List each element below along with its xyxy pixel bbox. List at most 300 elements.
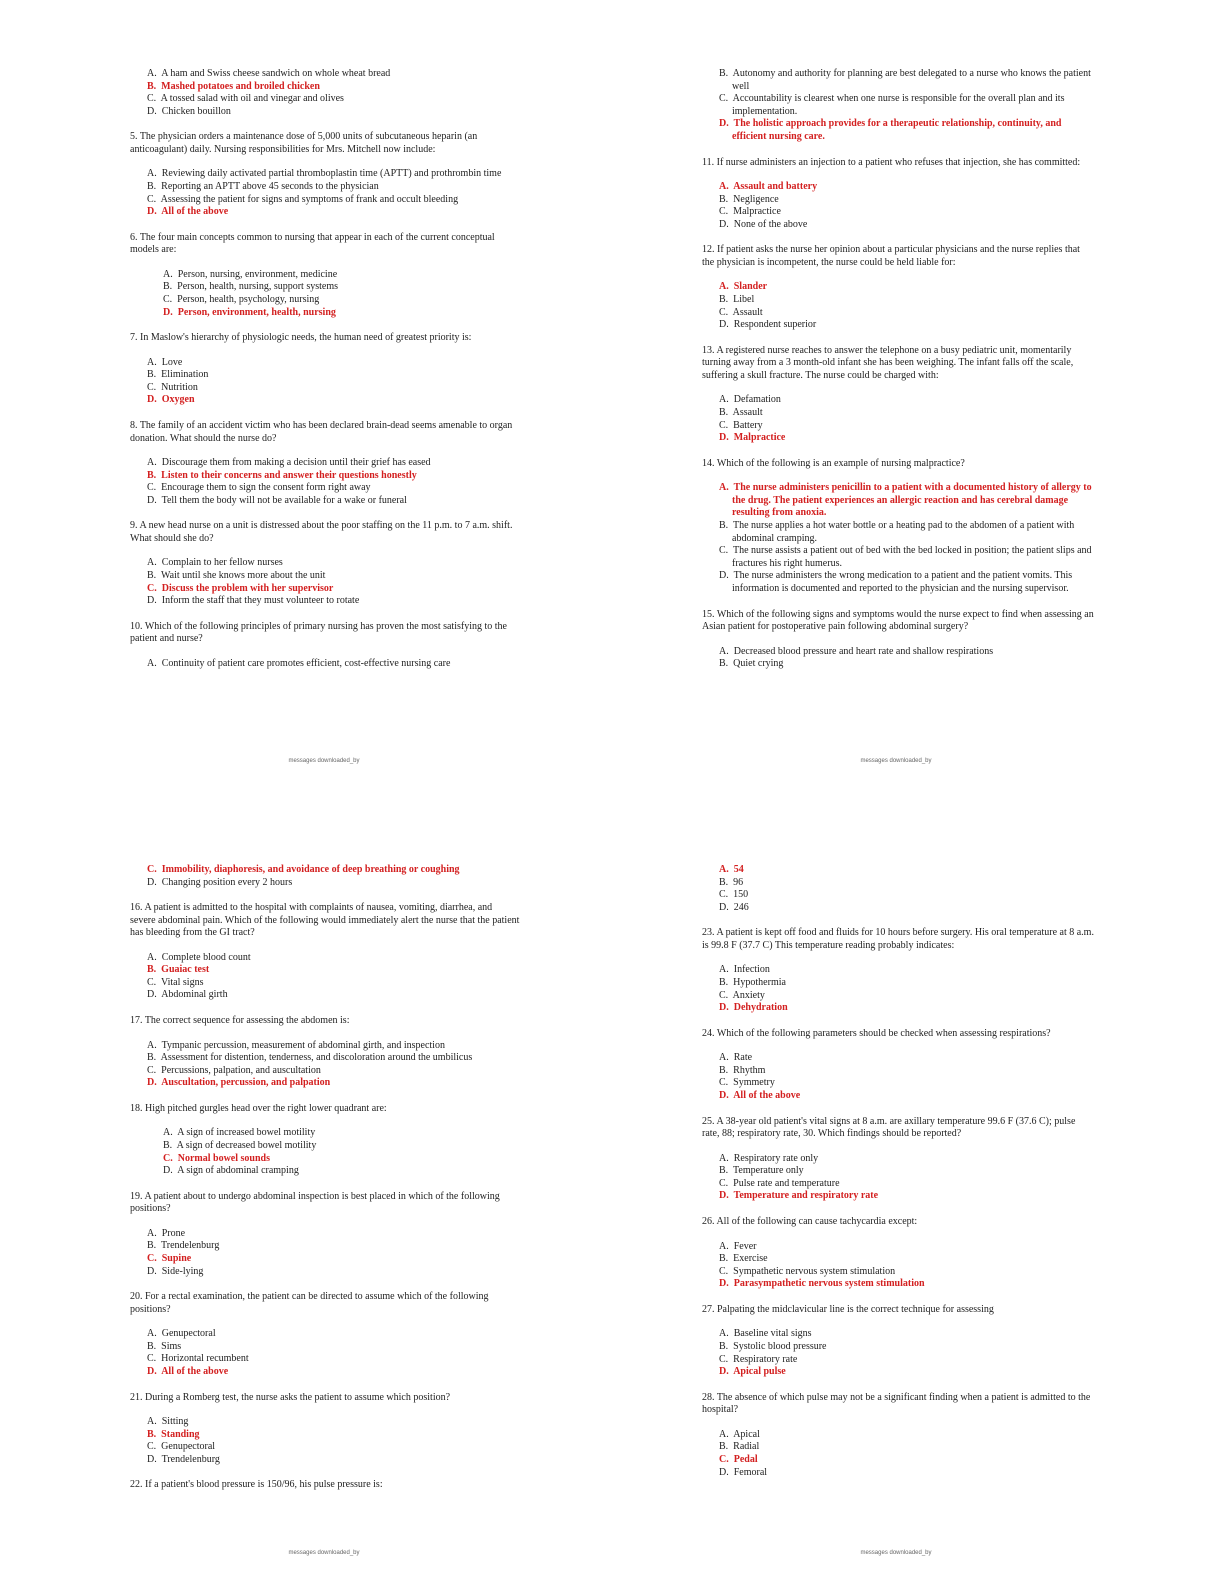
question-text: 25. A 38-year old patient's vital signs at 8 a.m. are axillary temperature 99.6 F (37.6 C); pulse rate, 88; respiratory rate, 30. Which findings should be reported? xyxy=(702,1115,1076,1140)
answer-option xyxy=(130,570,520,583)
option-text: Sitting xyxy=(161,1416,189,1428)
option-text: Genupectoral xyxy=(161,1441,216,1453)
option-text: Nutrition xyxy=(161,381,198,393)
correct-answer-option xyxy=(702,1366,1094,1379)
option-text: A ham and Swiss cheese sandwich on whole wheat bread xyxy=(161,68,391,79)
option-text: Radial xyxy=(733,1441,760,1453)
option-text: Supine xyxy=(161,1253,192,1264)
question-block xyxy=(702,157,1094,232)
answer-option xyxy=(130,1353,520,1366)
answer-option xyxy=(702,1354,1094,1367)
option-text: Love xyxy=(161,356,183,368)
question-block xyxy=(130,131,520,218)
option-label: A. xyxy=(719,281,729,293)
option-label: D. xyxy=(147,595,157,607)
answer-option xyxy=(702,1065,1094,1078)
page-3-column xyxy=(130,864,520,1505)
answer-options xyxy=(702,281,1094,331)
question-text: 24. Which of the following parameters should be checked when assessing respirations? xyxy=(702,1027,1051,1039)
question-block xyxy=(702,458,1094,596)
option-label: D. xyxy=(719,218,729,230)
option-text: Discourage them from making a decision until their grief has eased xyxy=(161,457,431,468)
option-text: Assault and battery xyxy=(733,181,818,193)
option-label: A. xyxy=(719,1152,729,1164)
option-text: Trendelenburg xyxy=(161,1240,220,1252)
page-footer: messages downloaded_by xyxy=(860,758,932,764)
answer-option xyxy=(130,194,520,207)
answer-option xyxy=(130,658,520,671)
option-label: C. xyxy=(719,545,729,557)
option-text: A sign of increased bowel motility xyxy=(177,1127,316,1139)
correct-answer-option xyxy=(130,1153,520,1166)
answer-option xyxy=(702,294,1094,307)
option-label: C. xyxy=(147,864,157,875)
correct-answer-option xyxy=(702,1190,1094,1203)
option-label: A. xyxy=(163,1127,173,1139)
option-label: D. xyxy=(147,494,157,506)
option-label: A. xyxy=(719,1328,729,1340)
correct-answer-option xyxy=(702,181,1094,194)
question-block xyxy=(702,1028,1094,1103)
question-text: 14. Which of the following is an example of nursing malpractice? xyxy=(702,457,965,469)
correct-answer-option xyxy=(702,1090,1094,1103)
option-text: Discuss the problem with her supervisor xyxy=(161,582,334,594)
question-text: 7. In Maslow's hierarchy of physiologic needs, the human need of greatest priority is: xyxy=(130,332,472,344)
correct-answer-option xyxy=(702,1278,1094,1291)
correct-answer-option xyxy=(702,432,1094,445)
option-text: Tympanic percussion, measurement of abdominal girth, and inspection xyxy=(161,1039,445,1051)
question-text: 12. If patient asks the nurse her opinion about a particular physicians and the nurse replies that the physician is incompetent, the nurse could be held liable for: xyxy=(702,244,1080,268)
option-label: B. xyxy=(719,976,729,988)
question-text: 10. Which of the following principles of primary nursing has proven the most satisfying to the patient and nurse? xyxy=(130,620,507,645)
question-block xyxy=(702,345,1094,445)
answer-option xyxy=(702,407,1094,420)
answer-option xyxy=(130,294,520,307)
question-block xyxy=(130,68,520,118)
option-text: Respondent superior xyxy=(733,319,817,331)
question-text: 19. A patient about to undergo abdominal inspection is best placed in which of the following positions? xyxy=(130,1190,500,1215)
option-text: Assault xyxy=(732,406,763,418)
option-label: C. xyxy=(719,306,729,318)
option-label: A. xyxy=(147,1227,157,1239)
option-text: Pulse rate and temperature xyxy=(733,1177,840,1189)
question-block xyxy=(130,1392,520,1467)
option-label: A. xyxy=(719,1428,729,1440)
option-text: Respiratory rate only xyxy=(733,1152,819,1164)
question-text: 5. The physician orders a maintenance dose of 5,000 units of subcutaneous heparin (an anticoagulant) daily. Nursing responsibilities for Mrs. Mitchell now include: xyxy=(130,131,478,155)
option-text: Reporting an APTT above 45 seconds to the physician xyxy=(161,180,379,192)
option-label: B. xyxy=(147,964,157,976)
answer-options xyxy=(130,952,520,1002)
option-text: Anxiety xyxy=(732,989,765,1001)
question-block xyxy=(130,902,520,1002)
option-label: B. xyxy=(719,294,729,306)
option-label: D. xyxy=(719,901,729,913)
option-label: A. xyxy=(719,1240,729,1252)
option-label: B. xyxy=(719,68,729,79)
answer-options xyxy=(702,1429,1094,1479)
option-text: Malpractice xyxy=(733,432,786,444)
option-label: C. xyxy=(147,193,157,205)
page-footer: messages downloaded_by xyxy=(860,1550,932,1556)
answer-option xyxy=(702,1441,1094,1454)
question-text: 17. The correct sequence for assessing the abdomen is: xyxy=(130,1015,350,1027)
answer-option xyxy=(702,219,1094,232)
answer-option xyxy=(130,482,520,495)
option-text: Malpractice xyxy=(733,206,781,218)
option-label: C. xyxy=(147,1253,157,1264)
option-label: A. xyxy=(719,645,729,657)
question-block xyxy=(702,1116,1094,1203)
option-text: Fever xyxy=(733,1240,757,1252)
option-label: B. xyxy=(719,519,729,531)
option-text: Pedal xyxy=(733,1453,758,1465)
answer-option xyxy=(702,658,1094,671)
option-text: None of the above xyxy=(733,218,808,230)
answer-options xyxy=(130,269,520,319)
option-text: Immobility, diaphoresis, and avoidance of deep breathing or coughing xyxy=(161,864,460,875)
option-text: Trendelenburg xyxy=(161,1453,220,1465)
answer-option xyxy=(130,357,520,370)
answer-option xyxy=(130,495,520,508)
option-label: D. xyxy=(719,1466,729,1478)
option-text: Quiet crying xyxy=(733,658,784,670)
option-text: The holistic approach provides for a therapeutic relationship, continuity, and efficient nursing care. xyxy=(732,118,1062,142)
option-text: Apical pulse xyxy=(733,1366,786,1378)
option-label: C. xyxy=(719,989,729,1001)
answer-option xyxy=(702,1341,1094,1354)
option-text: Decreased blood pressure and heart rate and shallow respirations xyxy=(733,645,994,657)
correct-answer-option xyxy=(130,206,520,219)
question-block xyxy=(130,621,520,671)
question-text: 11. If nurse administers an injection to a patient who refuses that injection, she has committed: xyxy=(702,156,1081,168)
option-text: Elimination xyxy=(161,369,209,381)
option-text: Symmetry xyxy=(733,1077,775,1089)
answer-option xyxy=(702,1077,1094,1090)
answer-options xyxy=(702,1328,1094,1378)
answer-option xyxy=(702,394,1094,407)
option-text: 96 xyxy=(733,876,744,888)
option-text: Oxygen xyxy=(161,394,195,406)
answer-option xyxy=(130,369,520,382)
answer-option xyxy=(702,1429,1094,1442)
correct-answer-option xyxy=(130,1429,520,1442)
option-text: Apical xyxy=(733,1428,760,1440)
answer-option xyxy=(702,902,1094,915)
answer-option xyxy=(130,1240,520,1253)
option-text: Hypothermia xyxy=(733,976,786,988)
option-text: Negligence xyxy=(733,193,779,205)
option-label: B. xyxy=(719,658,729,670)
option-label: C. xyxy=(147,1064,157,1076)
option-text: Person, nursing, environment, medicine xyxy=(177,268,338,280)
answer-option xyxy=(702,1467,1094,1480)
option-label: A. xyxy=(719,181,729,193)
answer-option xyxy=(702,1266,1094,1279)
answer-option xyxy=(702,570,1094,595)
answer-option xyxy=(130,1040,520,1053)
option-label: D. xyxy=(719,1190,729,1202)
question-text: 26. All of the following can cause tachycardia except: xyxy=(702,1216,918,1227)
answer-options xyxy=(130,68,520,118)
correct-answer-option xyxy=(130,1253,520,1266)
option-text: The nurse administers penicillin to a patient with a documented history of allergy to the drug. The patient experiences an allergic reaction and has cerebral damage resulting from anoxia. xyxy=(732,482,1092,519)
correct-answer-option xyxy=(130,864,520,877)
option-label: B. xyxy=(163,281,173,293)
option-text: Auscultation, percussion, and palpation xyxy=(161,1077,331,1089)
answer-option xyxy=(130,1228,520,1241)
answer-options xyxy=(130,1416,520,1466)
question-block xyxy=(130,1103,520,1178)
option-label: C. xyxy=(719,419,729,431)
option-text: Assessing the patient for signs and symptoms of frank and occult bleeding xyxy=(160,193,459,205)
answer-option xyxy=(130,1140,520,1153)
answer-options xyxy=(130,1127,520,1177)
correct-answer-option xyxy=(702,118,1094,143)
question-block xyxy=(702,609,1094,671)
option-label: A. xyxy=(147,68,157,79)
question-block xyxy=(130,1291,520,1378)
option-text: Vital signs xyxy=(161,976,204,988)
option-label: A. xyxy=(147,168,157,180)
option-text: Temperature and respiratory rate xyxy=(733,1190,879,1202)
option-text: Defamation xyxy=(733,394,781,406)
answer-options xyxy=(702,394,1094,444)
correct-answer-option xyxy=(130,964,520,977)
option-text: All of the above xyxy=(733,1090,801,1102)
option-text: A sign of abdominal cramping xyxy=(177,1165,299,1177)
question-text: 13. A registered nurse reaches to answer the telephone on a busy pediatric unit, momentarily turning away from a 3 month-old infant she has been weighing. The infant falls off the scale, suffering a skull fracture. The nurse could be charged with: xyxy=(702,344,1074,381)
option-label: A. xyxy=(147,1039,157,1051)
option-label: C. xyxy=(147,93,157,105)
option-text: Assault xyxy=(732,306,763,318)
option-label: D. xyxy=(719,1278,729,1290)
page-1 xyxy=(0,0,612,792)
option-label: D. xyxy=(719,1002,729,1014)
answer-option xyxy=(702,990,1094,1003)
answer-option xyxy=(130,989,520,1002)
question-text: 23. A patient is kept off food and fluids for 10 hours before surgery. His oral temperature at 8 a.m. is 99.8 F (37.7 C) This temperature reading probably indicates: xyxy=(702,927,1094,951)
option-label: D. xyxy=(147,989,157,1001)
option-label: B. xyxy=(163,1140,173,1152)
option-label: A. xyxy=(147,951,157,963)
option-text: Standing xyxy=(161,1428,200,1440)
option-text: Sims xyxy=(161,1340,182,1352)
answer-option xyxy=(702,1153,1094,1166)
option-label: B. xyxy=(719,1441,729,1453)
option-label: C. xyxy=(147,381,157,393)
option-text: Abdominal girth xyxy=(161,989,228,1001)
correct-answer-option xyxy=(702,1454,1094,1467)
option-text: Changing position every 2 hours xyxy=(161,876,293,888)
answer-options xyxy=(130,1040,520,1090)
question-block xyxy=(702,68,1094,144)
option-text: Autonomy and authority for planning are best delegated to a nurse who knows the patient well xyxy=(732,68,1091,92)
option-label: C. xyxy=(719,1453,729,1465)
option-label: D. xyxy=(719,118,729,130)
answer-option xyxy=(130,1266,520,1279)
option-label: D. xyxy=(147,876,157,888)
option-text: Slander xyxy=(733,281,768,293)
answer-options xyxy=(130,457,520,507)
answer-option xyxy=(702,977,1094,990)
answer-options xyxy=(702,646,1094,671)
option-label: A. xyxy=(719,1052,729,1064)
option-label: A. xyxy=(147,457,157,468)
answer-options xyxy=(130,1228,520,1278)
answer-option xyxy=(130,977,520,990)
page-2-column xyxy=(702,68,1094,684)
correct-answer-option xyxy=(130,583,520,596)
correct-answer-option xyxy=(702,1002,1094,1015)
option-label: B. xyxy=(719,193,729,205)
option-text: Person, health, nursing, support systems xyxy=(177,281,338,293)
answer-option xyxy=(130,181,520,194)
answer-option xyxy=(130,1341,520,1354)
answer-option xyxy=(702,1178,1094,1191)
question-block xyxy=(130,864,520,889)
option-label: C. xyxy=(719,889,729,901)
option-text: Baseline vital signs xyxy=(733,1328,812,1340)
option-label: A. xyxy=(719,394,729,406)
answer-option xyxy=(702,545,1094,570)
option-text: Continuity of patient care promotes efficient, cost-effective nursing care xyxy=(161,657,451,669)
answer-option xyxy=(130,1416,520,1429)
option-text: Tell them the body will not be available for a wake or funeral xyxy=(161,494,407,506)
answer-option xyxy=(130,595,520,608)
correct-answer-option xyxy=(130,307,520,320)
question-block xyxy=(130,332,520,407)
option-label: D. xyxy=(147,394,157,406)
answer-options xyxy=(702,1153,1094,1203)
question-text: 21. During a Romberg test, the nurse asks the patient to assume which position? xyxy=(130,1391,451,1403)
option-label: D. xyxy=(147,1365,157,1377)
option-text: Listen to their concerns and answer their questions honestly xyxy=(161,469,417,481)
answer-options xyxy=(702,482,1094,595)
option-text: All of the above xyxy=(161,206,229,218)
option-label: B. xyxy=(147,469,157,481)
answer-options xyxy=(130,864,520,889)
option-label: B. xyxy=(147,569,157,581)
question-text: 9. A new head nurse on a unit is distressed about the poor staffing on the 11 p.m. to 7 a.m. shift. What should she do? xyxy=(130,520,513,544)
option-text: Libel xyxy=(733,294,755,306)
page-2 xyxy=(612,0,1224,792)
answer-option xyxy=(130,1441,520,1454)
option-label: D. xyxy=(719,432,729,444)
answer-option xyxy=(702,319,1094,332)
page-footer: messages downloaded_by xyxy=(288,758,360,764)
answer-option xyxy=(130,457,520,470)
option-label: B. xyxy=(147,80,157,92)
option-label: B. xyxy=(147,1340,157,1352)
correct-answer-option xyxy=(130,81,520,94)
option-text: Dehydration xyxy=(733,1002,788,1014)
correct-answer-option xyxy=(130,470,520,483)
option-label: C. xyxy=(163,293,173,305)
question-text: 8. The family of an accident victim who has been declared brain-dead seems amenable to organ donation. What should the nurse do? xyxy=(130,420,513,444)
option-text: Genupectoral xyxy=(161,1328,216,1340)
question-text: 28. The absence of which pulse may not be a significant finding when a patient is admitted to the hospital? xyxy=(702,1391,1091,1416)
option-label: C. xyxy=(719,1353,729,1365)
option-label: D. xyxy=(147,206,157,218)
option-text: 246 xyxy=(733,901,749,913)
question-block xyxy=(702,1392,1094,1479)
answer-option xyxy=(130,1065,520,1078)
option-label: D. xyxy=(163,306,173,318)
option-label: A. xyxy=(147,1416,157,1428)
option-text: Guaiac test xyxy=(161,964,210,976)
option-label: C. xyxy=(719,1077,729,1089)
answer-option xyxy=(702,877,1094,890)
question-block xyxy=(702,244,1094,331)
question-text: 22. If a patient's blood pressure is 150/96, his pulse pressure is: xyxy=(130,1479,383,1491)
question-block xyxy=(702,927,1094,1014)
option-label: C. xyxy=(147,582,157,594)
question-block xyxy=(130,520,520,607)
question-block xyxy=(130,1191,520,1278)
answer-options xyxy=(702,864,1094,914)
page-4 xyxy=(612,792,1224,1584)
option-label: D. xyxy=(719,570,729,582)
question-block xyxy=(130,1015,520,1090)
option-text: A tossed salad with oil and vinegar and olives xyxy=(160,93,344,105)
answer-option xyxy=(702,964,1094,977)
answer-option xyxy=(702,1328,1094,1341)
option-text: The nurse assists a patient out of bed with the bed locked in position; the patient slips and fractures his right humerus. xyxy=(732,545,1092,569)
answer-option xyxy=(130,93,520,106)
option-label: A. xyxy=(719,964,729,976)
question-text: 27. Palpating the midclavicular line is the correct technique for assessing xyxy=(702,1303,994,1315)
option-text: Chicken bouillon xyxy=(161,105,231,117)
option-label: A. xyxy=(719,482,729,494)
answer-option xyxy=(130,1328,520,1341)
option-text: Normal bowel sounds xyxy=(177,1152,270,1164)
answer-option xyxy=(130,1454,520,1467)
answer-option xyxy=(702,206,1094,219)
option-label: A. xyxy=(147,557,157,569)
option-text: Prone xyxy=(161,1227,186,1239)
option-text: Person, health, psychology, nursing xyxy=(177,293,320,305)
question-block xyxy=(702,1216,1094,1291)
option-label: B. xyxy=(719,1340,729,1352)
option-label: C. xyxy=(719,206,729,218)
option-label: C. xyxy=(163,1152,173,1164)
answer-option xyxy=(130,1052,520,1065)
answer-option xyxy=(130,382,520,395)
answer-option xyxy=(130,1165,520,1178)
page-footer: messages downloaded_by xyxy=(288,1550,360,1556)
correct-answer-option xyxy=(702,864,1094,877)
question-text: 18. High pitched gurgles head over the right lower quadrant are: xyxy=(130,1102,387,1114)
option-text: Battery xyxy=(733,419,763,431)
option-label: A. xyxy=(147,657,157,669)
option-label: D. xyxy=(147,1077,157,1089)
answer-option xyxy=(702,1253,1094,1266)
question-text: 6. The four main concepts common to nursing that appear in each of the current conceptual models are: xyxy=(130,231,495,256)
answer-option xyxy=(130,168,520,181)
option-text: 150 xyxy=(733,889,749,901)
option-label: C. xyxy=(719,93,729,105)
option-label: B. xyxy=(147,1428,157,1440)
answer-option xyxy=(702,1165,1094,1178)
option-label: D. xyxy=(719,1090,729,1102)
option-label: C. xyxy=(147,1441,157,1453)
answer-option xyxy=(702,420,1094,433)
answer-option xyxy=(702,194,1094,207)
option-text: Encourage them to sign the consent form right away xyxy=(161,482,371,494)
option-text: Parasympathetic nervous system stimulation xyxy=(733,1278,925,1290)
answer-options xyxy=(130,1328,520,1378)
